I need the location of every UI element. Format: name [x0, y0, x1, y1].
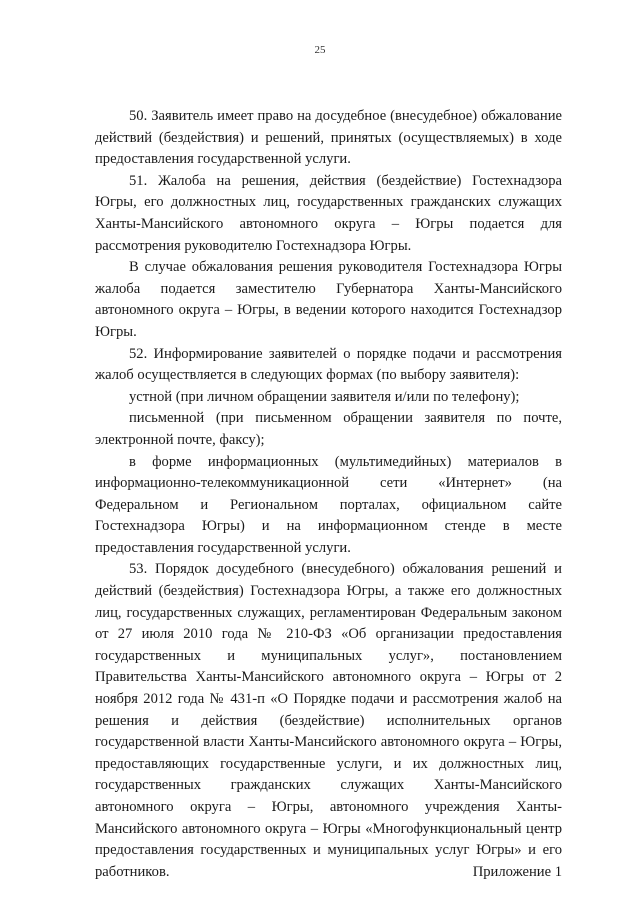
- paragraph-50: 50. Заявитель имеет право на досудебное (внесудебное) обжалование действий (бездействия) и решений, принятых (осуществляемых) в ходе предоставления государственной услуги.: [95, 108, 562, 168]
- appendix-label: Приложение 1: [472, 864, 562, 880]
- paragraph-52: 52. Информирование заявителей о порядке подачи и рассмотрения жалоб осуществляется в следующих формах (по выбору заявителя):: [95, 345, 562, 384]
- paragraph-51-continuation: В случае обжалования решения руководителя Гостехнадзора Югры жалоба подается заместителю Губернатора Ханты-Мансийского автономного округа – Югры, в ведении которого находится Гостехнадзор Югры.: [95, 259, 562, 340]
- paragraph-51: 51. Жалоба на решения, действия (бездействие) Гостехнадзора Югры, его должностных лиц, государственных гражданских служащих Ханты-Мансийского автономного округа – Югры подается для рассмотрения руководителю Гостехнадзора Югры.: [95, 172, 562, 254]
- paragraph-53: 53. Порядок досудебного (внесудебного) обжалования решений и действий (бездействия) Гостехнадзора Югры, а также его должностных лиц, государственных служащих, регламентирован Федеральным законом от 27 июля 2010 года № 210-ФЗ «Об организации предоставления государственных и муниципальных услуг», постановлением Правительства Ханты-Мансийского автономного округа – Югры от 2 ноября 2012 года № 431-п «О Порядке подачи и рассмотрения жалоб на решения и действия (бездействие) исполнительных органов государственной власти Ханты-Мансийского автономного округа – Югры, предоставляющих государственные услуги, и их должностных лиц, государственных гражданских служащих Ханты-Мансийского автономного округа – Югры, автономного учреждения Ханты-Мансийского автономного округа – Югры «Многофункциональный центр предоставления государственных и муниципальных услуг Югры» и его работников.: [95, 561, 562, 880]
- paragraph-52-written: письменной (при письменном обращении заявителя по почте, электронной почте, факсу);: [95, 410, 562, 448]
- document-body: [95, 106, 562, 883]
- paragraph-52-internet: в форме информационных (мультимедийных) материалов в информационно-телекоммуникационной сети «Интернет» (на Федеральном и Региональном порталах, официальном сайте Гостехнадзора Югры) и на информационном стенде в месте предоставления государственной услуги.: [95, 453, 562, 556]
- page-number: 25: [314, 44, 326, 56]
- paragraph-52-oral: устной (при личном обращении заявителя и/или по телефону);: [129, 388, 520, 405]
